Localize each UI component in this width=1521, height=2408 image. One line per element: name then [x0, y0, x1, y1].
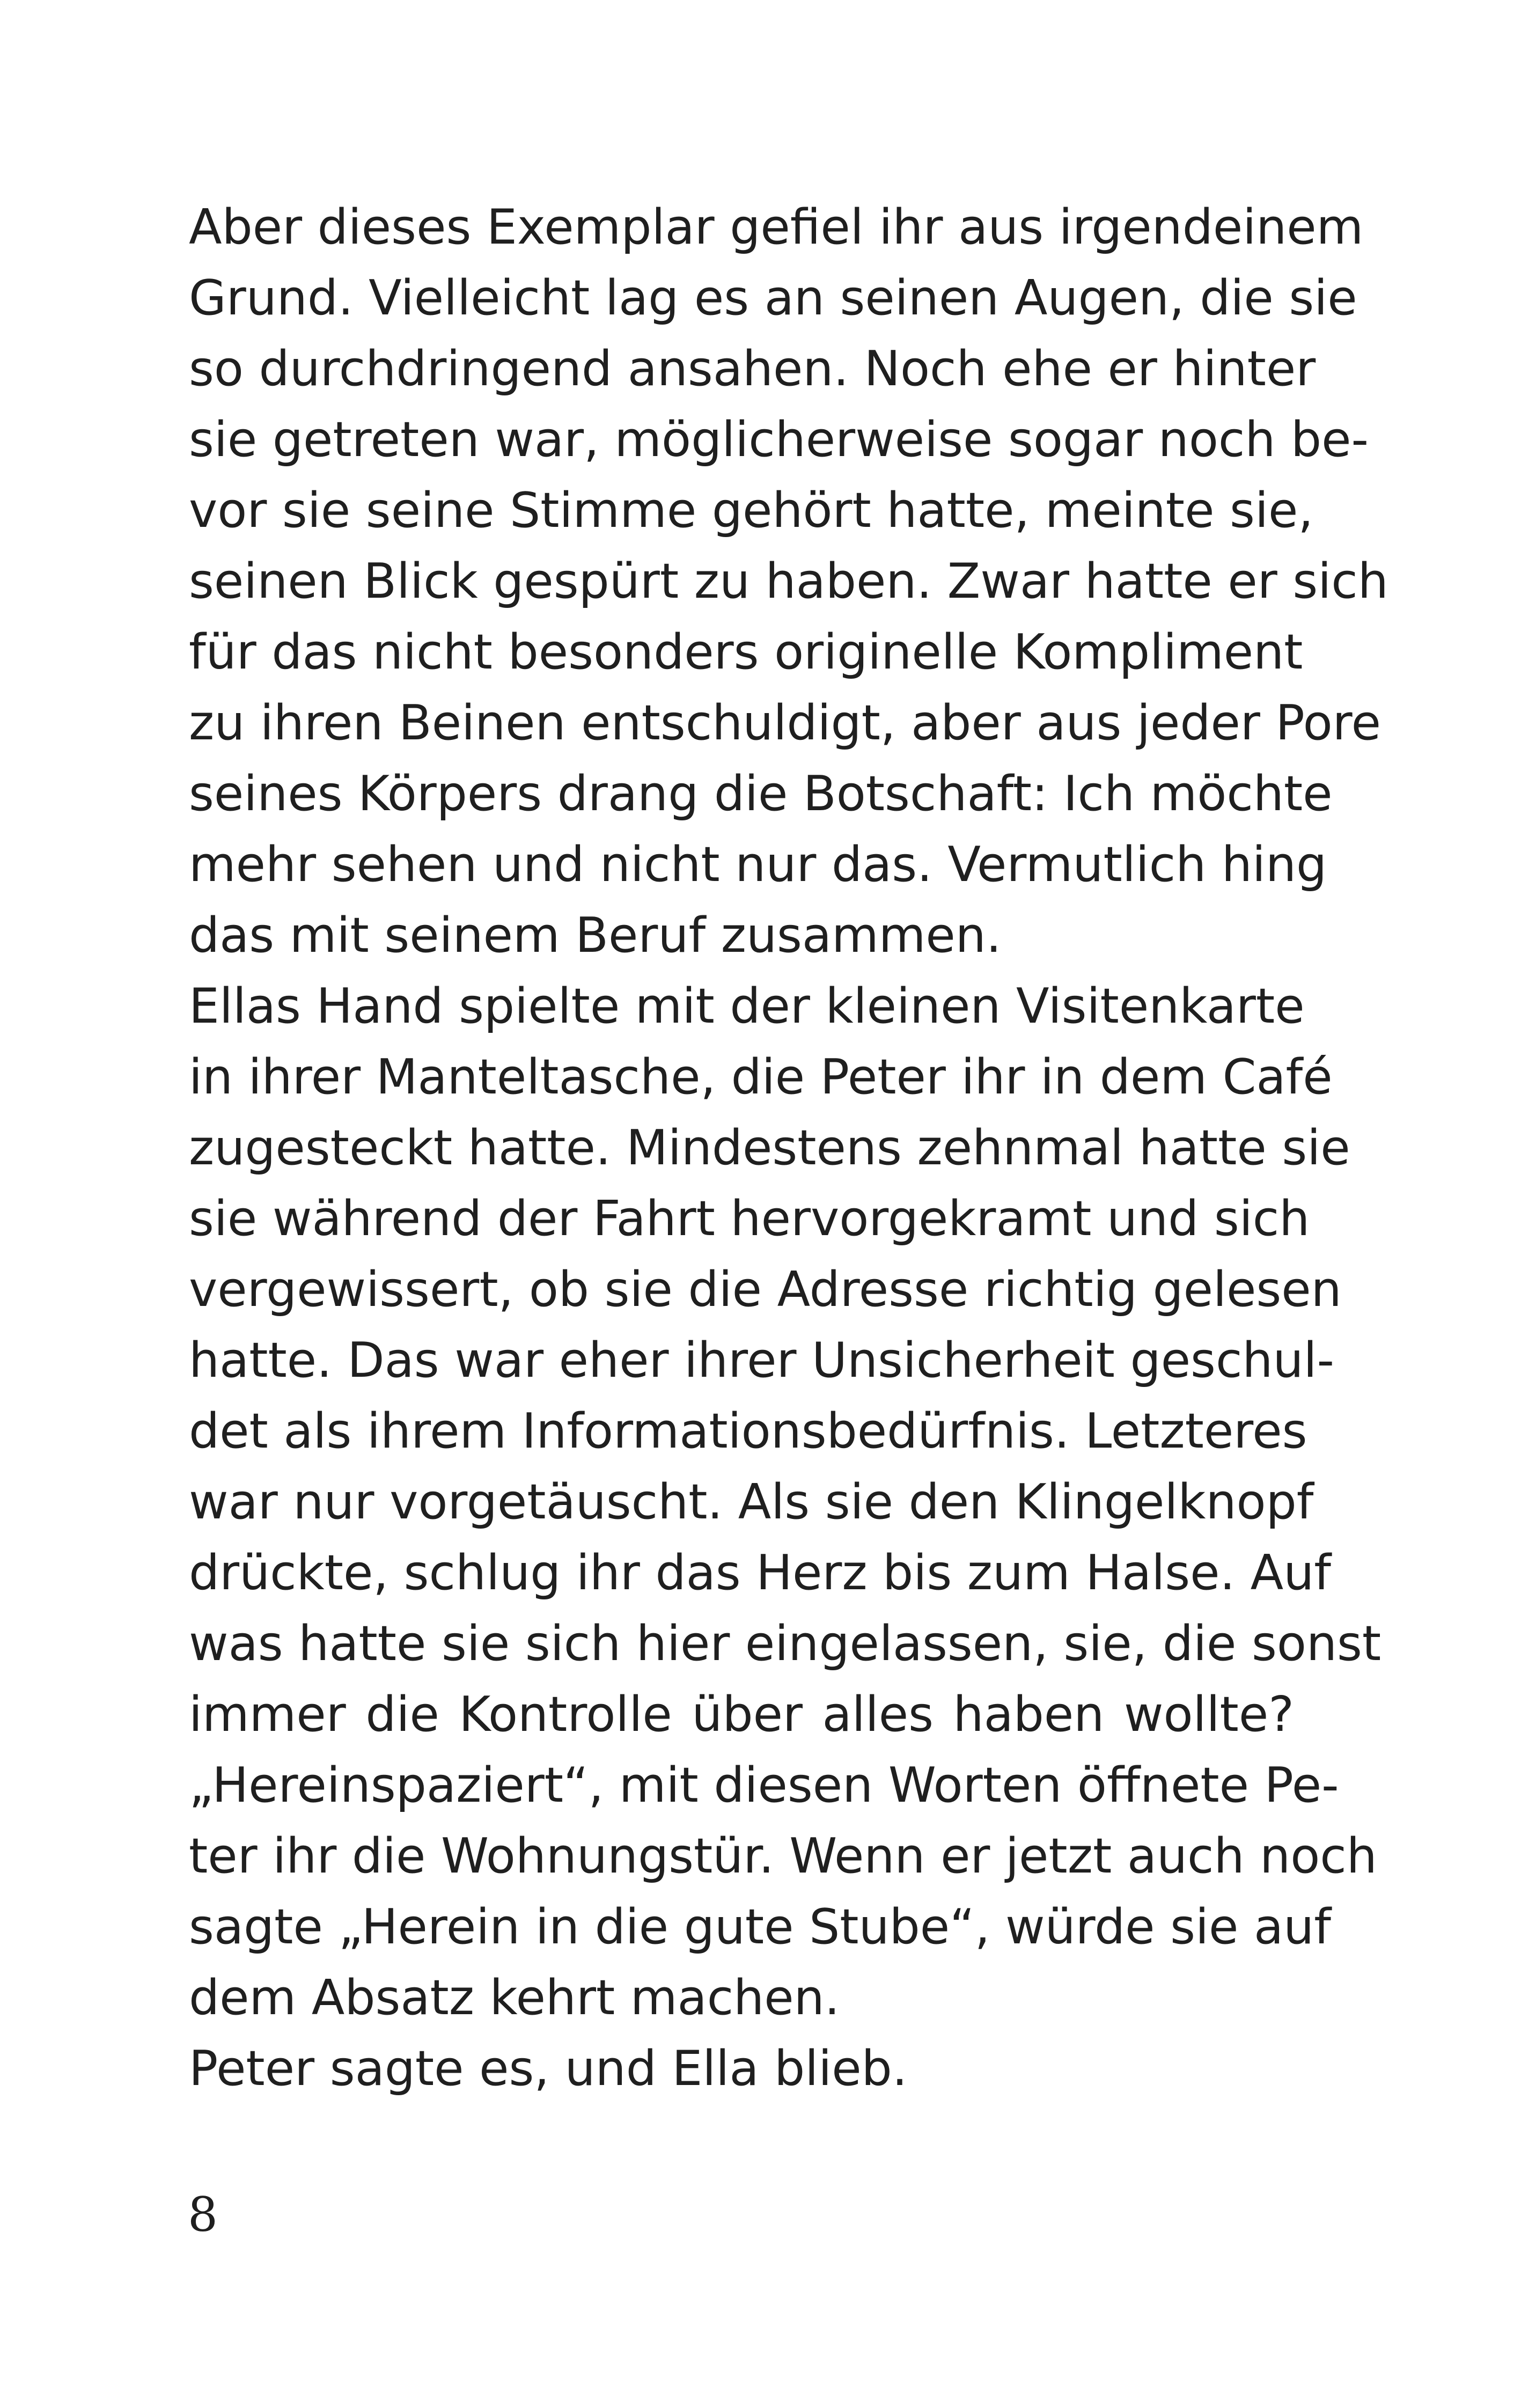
paragraph-end-line: dem Absatz kehrt machen. [189, 1970, 840, 2026]
text-line: vergewissert, ob sie die Adresse richtig gelesen [189, 1261, 1342, 1318]
text-line: seinen Blick gespürt zu haben. Zwar hatte er sich [189, 553, 1388, 610]
text-line: war nur vorgetäuscht. Als sie den Klingelknopf [189, 1474, 1314, 1530]
text-line: so durchdringend ansahen. Noch ehe er hinter [189, 341, 1316, 397]
text-line: mehr sehen und nicht nur das. Vermutlich hing [189, 836, 1327, 893]
text-line: zu ihren Beinen entschuldigt, aber aus jeder Pore [189, 695, 1382, 751]
body-text [189, 192, 1388, 2104]
text-line: hatte. Das war eher ihrer Unsicherheit geschul- [189, 1332, 1334, 1389]
text-line: Ellas Hand spielte mit der kleinen Visitenkarte [189, 978, 1305, 1034]
text-line: sagte „Herein in die gute Stube“, würde sie auf [189, 1899, 1331, 1955]
text-line: in ihrer Manteltasche, die Peter ihr in dem Café [189, 1049, 1333, 1105]
text-line: ter ihr die Wohnungstür. Wenn er jetzt auch noch [189, 1828, 1377, 1884]
paragraph-end-line: das mit seinem Beruf zusammen. [189, 907, 1002, 964]
text-line: immer die Kontrolle über alles haben wollte? [189, 1686, 1294, 1743]
text-line: sie getreten war, möglicherweise sogar noch be- [189, 412, 1369, 468]
text-line: seines Körpers drang die Botschaft: Ich möchte [189, 766, 1333, 822]
text-line: drückte, schlug ihr das Herz bis zum Halse. Auf [189, 1545, 1331, 1601]
text-line: „Hereinspaziert“, mit diesen Worten öffnete Pe- [189, 1757, 1339, 1814]
paragraph-end-line: Peter sagte es, und Ella blieb. [189, 2040, 908, 2097]
text-line: vor sie seine Stimme gehört hatte, meinte sie, [189, 482, 1313, 539]
text-line: det als ihrem Informationsbedürfnis. Letzteres [189, 1403, 1307, 1459]
text-line: für das nicht besonders originelle Kompliment [189, 624, 1303, 680]
text-line: Aber dieses Exemplar gefiel ihr aus irgendeinem [189, 199, 1364, 255]
text-line: sie während der Fahrt hervorgekramt und sich [189, 1191, 1310, 1247]
text-line: Grund. Vielleicht lag es an seinen Augen, die sie [189, 270, 1357, 326]
text-line: was hatte sie sich hier eingelassen, sie, die sonst [189, 1616, 1382, 1672]
text-line: zugesteckt hatte. Mindestens zehnmal hatte sie [189, 1120, 1350, 1176]
page-number: 8 [188, 2187, 218, 2242]
